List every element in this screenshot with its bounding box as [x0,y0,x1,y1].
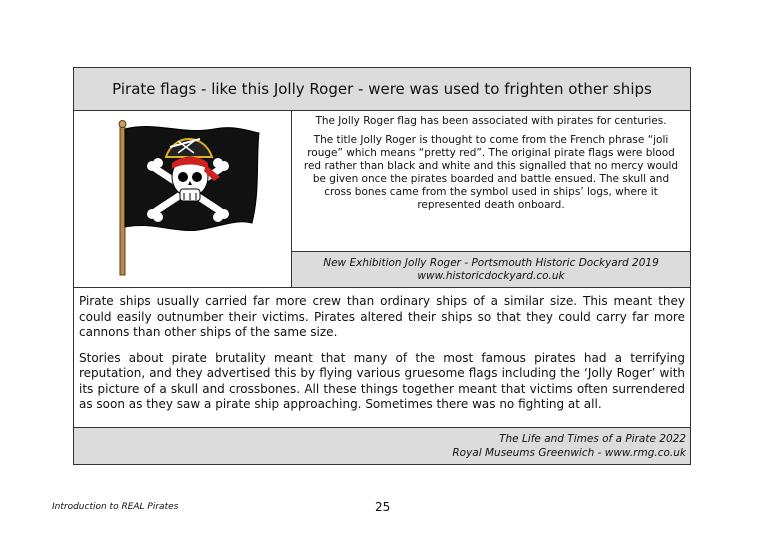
info-paragraph-2: The title Jolly Roger is thought to come from the French phrase “joli rouge” which means “pretty red”. The original pirate flags were blood red rather than black and white and this signalled that no mercy would be given once the pirates boarded and battle ensued. The skull and cross bones came from the symbol used in ships’ logs, where it represented death onboard. [303,134,679,211]
body-paragraph-2: Stories about pirate brutality meant that many of the most famous pirates had a terrifying reputation, and they advertised this by flying various gruesome flags including the ‘Jolly Roger’ with its picture of a skull and crossbones. All these things together meant that victims often surrendered as soon as they saw a pirate ship approaching. Sometimes there was no fighting at all. [79,350,685,411]
source-citation-1 [292,251,690,287]
source1-line1: New Exhibition Jolly Roger - Portsmouth Historic Dockyard 2019 [323,256,659,269]
flag-image-cell [74,111,292,287]
source-citation-2 [74,427,690,464]
info-paragraph-1: The Jolly Roger flag has been associated with pirates for centuries. [315,115,667,127]
footer-title: Introduction to REAL Pirates [52,502,179,512]
info-text-cell [292,111,690,287]
source2-line1: The Life and Times of a Pirate 2022 [499,432,686,445]
page-title: Pirate flags - like this Jolly Roger - were was used to frighten other ships [74,68,690,111]
info-row [74,111,690,288]
source2-line2: Royal Museums Greenwich - www.rmg.co.uk [452,446,686,459]
body-text [74,288,690,427]
body-paragraph-1: Pirate ships usually carried far more crew than ordinary ships of a similar size. This meant they could easily outnumber their victims. Pirates altered their ships so that they could carry far more cannons than other ships of the same size. [79,294,685,339]
content-box [73,67,691,465]
jolly-roger-flag-icon [74,111,289,285]
info-text [292,111,690,251]
page-number: 25 [375,500,391,514]
source1-line2: www.historicdockyard.co.uk [417,269,565,282]
